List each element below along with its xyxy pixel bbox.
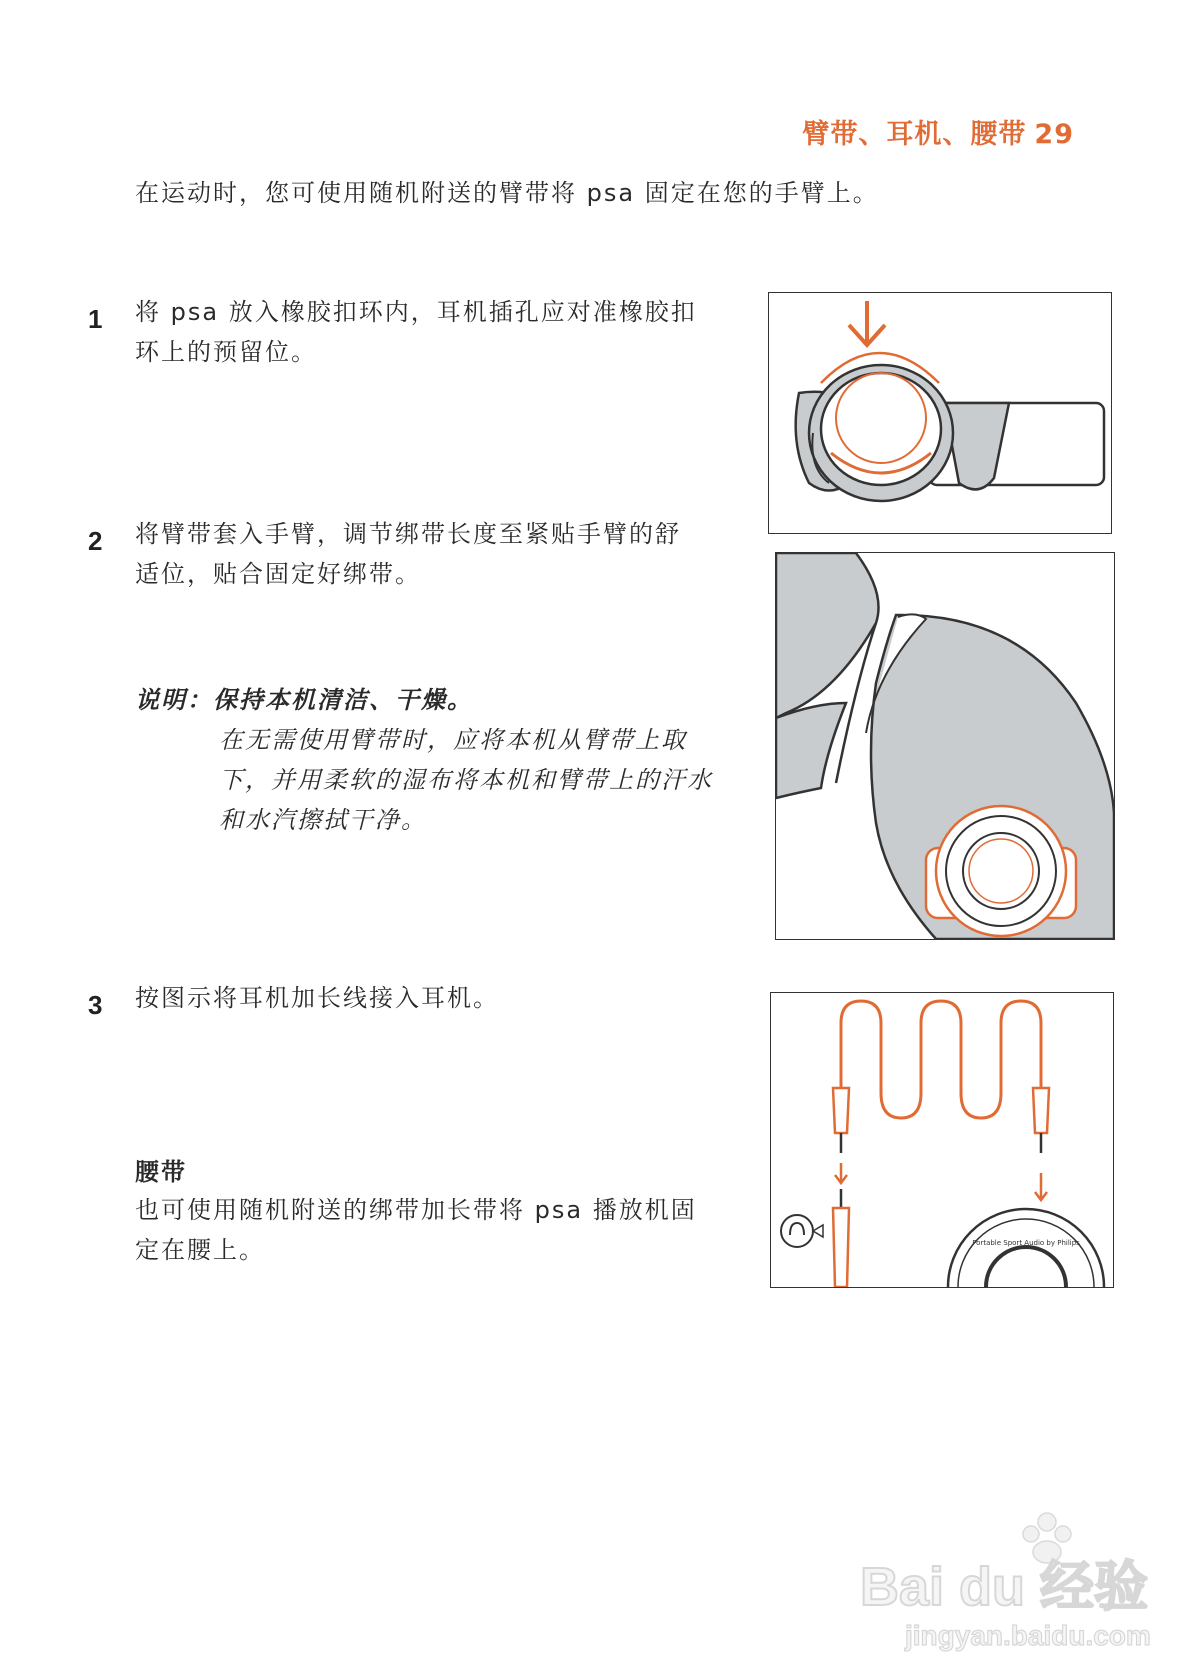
- step-2-number: 2: [88, 526, 103, 556]
- figure-armband-ring: [768, 292, 1112, 534]
- note-body-line-1: 在无需使用臂带时，应将本机从臂带上取: [219, 726, 687, 754]
- watermark-brand: Bai du 经验: [860, 1557, 1149, 1617]
- note-first-line: 保持本机清洁、干燥。: [213, 686, 473, 714]
- note-body-line-2: 下，并用柔软的湿布将本机和臂带上的汗水: [219, 766, 713, 794]
- step-1-line-1: 将 psa 放入橡胶扣环内，耳机插孔应对准橡胶扣: [135, 298, 697, 326]
- baidu-jingyan-logo: [855, 1510, 1155, 1660]
- baidu-watermark: [855, 1510, 1155, 1660]
- step-1-line-2: 环上的预留位。: [135, 338, 317, 366]
- intro-text: 在运动时，您可使用随机附送的臂带将 psa 固定在您的手臂上。: [135, 179, 879, 207]
- page-number: 29: [1034, 119, 1074, 150]
- note-block: [135, 680, 799, 840]
- earphone-extension-illustration: [771, 993, 1113, 1287]
- step-3-number: 3: [88, 990, 103, 1020]
- waist-section-text: [135, 1190, 735, 1270]
- note-label: 说明：: [135, 686, 213, 714]
- figure-arm-wearing: [775, 552, 1115, 940]
- note-body-line-3: 和水汽擦拭干净。: [219, 806, 427, 834]
- page-header: [802, 112, 1074, 151]
- step-2-text: [135, 514, 735, 594]
- waist-line-2: 定在腰上。: [135, 1236, 265, 1264]
- waist-section-title: 腰带: [135, 1158, 187, 1186]
- note-body: [135, 720, 799, 840]
- watermark-url: jingyan.baidu.com: [905, 1620, 1151, 1651]
- figure-earphone-extension: [770, 992, 1114, 1288]
- step-2-line-1: 将臂带套入手臂，调节绑带长度至紧贴手臂的舒: [135, 520, 681, 548]
- step-1-text: [135, 292, 735, 372]
- headphone-icon: [781, 1215, 813, 1247]
- step-3-text: [135, 978, 735, 1018]
- header-title: 臂带、耳机、腰带: [802, 119, 1027, 150]
- step-1-number: 1: [88, 304, 103, 334]
- waist-line-1: 也可使用随机附送的绑带加长带将 psa 播放机固: [135, 1196, 697, 1224]
- armband-ring-illustration: [769, 293, 1111, 533]
- device-label: Portable Sport Audio by Philips: [972, 1239, 1080, 1247]
- arm-wearing-illustration: [776, 553, 1114, 939]
- step-2-line-2: 适位，贴合固定好绑带。: [135, 560, 421, 588]
- step-3-line-1: 按图示将耳机加长线接入耳机。: [135, 984, 499, 1012]
